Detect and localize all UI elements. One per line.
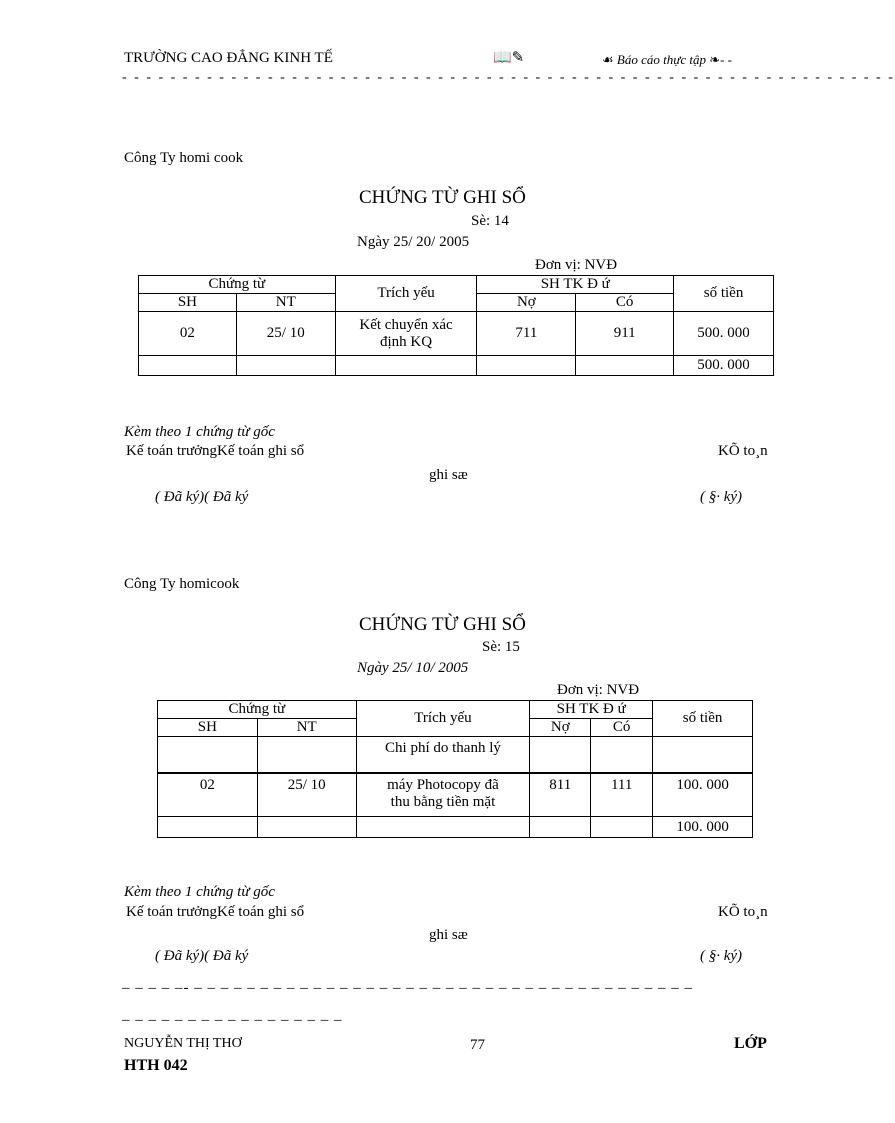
book-pen-icon: 📖✎ [493,50,525,66]
doc1-sign-mid: ghi sæ [429,467,468,483]
doc1-signed-left: ( Đã ký)( Đã ký [155,489,249,505]
col-header-trichyeu: Trích yếu [356,701,530,737]
table-row [139,312,774,356]
col-header-co: Có [576,294,674,312]
header-divider: - - - - - - - - - - - - - - - - - - - - - - - - - - - - - - - - - - - - - - - - - - - - - - - - - - - - - - - - - - - - - - - - [122,70,895,85]
cell-total: 500. 000 [674,356,774,376]
school-name: TRƯỜNG CAO ĐẲNG KINH TẾ [124,50,333,66]
col-header-shtk: SH TK Đ ứ [530,701,653,719]
cell-trichyeu [335,312,477,356]
col-header-co: Có [591,719,653,737]
right-ornament-icon: ❧- - [709,52,733,67]
cell-sotien: 100. 000 [653,773,753,817]
doc1-attach: Kèm theo 1 chứng từ gốc [124,424,275,440]
doc2-date: Ngày 25/ 10/ 2005 [357,660,469,676]
cell-nt: 25/ 10 [257,773,356,817]
report-header [602,52,732,68]
doc2-number: Sè: 15 [482,639,520,655]
footer-class-code: HTH 042 [124,1057,188,1074]
cell-trichyeu [356,773,530,817]
doc2-title: CHỨNG TỪ GHI SỔ [359,614,526,635]
doc1-company: Công Ty homi cook [124,150,244,166]
doc1-table [138,275,774,376]
footer-class-label: LỚP [734,1035,767,1052]
col-header-nt: NT [257,719,356,737]
cell-sh: 02 [158,773,258,817]
doc1-sign-left: Kế toán trưởngKế toán ghi sổ [126,443,305,459]
col-header-sh: SH [139,294,237,312]
col-header-shtk: SH TK Đ ứ [477,276,674,294]
cell-total: 100. 000 [653,817,753,838]
cell-no: 811 [530,773,591,817]
table-row [158,773,753,817]
cell-co: 911 [576,312,674,356]
table-row [158,737,753,773]
doc1-sign-right: KÕ to¸n [718,443,768,459]
doc1-unit: Đơn vị: NVĐ [535,257,618,273]
col-header-chungtu: Chứng từ [139,276,336,294]
doc1-number: Sè: 14 [471,213,509,229]
doc2-sign-left: Kế toán trưởngKế toán ghi sổ [126,904,305,920]
doc2-attach: Kèm theo 1 chứng từ gốc [124,884,275,900]
col-header-no: Nợ [477,294,576,312]
col-header-nt: NT [236,294,335,312]
doc2-signed-right: ( §· ký) [700,948,743,964]
cell-trichyeu-line1: máy Photocopy đã [387,776,499,793]
cell-trichyeu-line1: Kết chuyển xác [359,316,453,333]
doc1-signed-right: ( §· ký) [700,489,743,505]
col-header-sotien: số tiền [674,276,774,312]
doc2-signed-left: ( Đã ký)( Đã ký [155,948,249,964]
total-row [158,817,753,838]
col-header-trichyeu: Trích yếu [335,276,477,312]
footer-page-number: 77 [470,1037,485,1053]
report-title: Báo cáo thực tập [616,52,706,67]
cell-trichyeu-line2: định KQ [380,333,433,350]
footer-divider-1: – – – – –- – – – – – – – – – – – – – – – – – – – – – – – – – – – – – – – – – – – – – – [122,980,693,996]
cell-co: 111 [591,773,653,817]
cell-sotien: 500. 000 [674,312,774,356]
doc1-date: Ngày 25/ 20/ 2005 [357,234,470,250]
cell-trichyeu: Chi phí do thanh lý [356,737,530,773]
cell-nt: 25/ 10 [236,312,335,356]
col-header-sotien: số tiền [653,701,753,737]
doc2-company: Công Ty homicook [124,576,240,592]
col-header-chungtu: Chứng từ [158,701,357,719]
doc2-unit: Đơn vị: NVĐ [557,682,640,698]
col-header-sh: SH [158,719,258,737]
footer-author: NGUYỄN THỊ THƠ [124,1036,242,1051]
cell-trichyeu-line2: thu bằng tiền mặt [390,793,496,810]
doc1-title: CHỨNG TỪ GHI SỔ [359,187,526,208]
doc2-table [157,700,753,838]
col-header-no: Nợ [530,719,591,737]
doc2-sign-mid: ghi sæ [429,927,468,943]
left-ornament-icon: ☙ [602,52,614,67]
cell-no: 711 [477,312,576,356]
total-row [139,356,774,376]
doc2-sign-right: KÕ to¸n [718,904,768,920]
cell-sh: 02 [139,312,237,356]
footer-divider-2: – – – – – – – – – – – – – – – – – [122,1012,343,1028]
